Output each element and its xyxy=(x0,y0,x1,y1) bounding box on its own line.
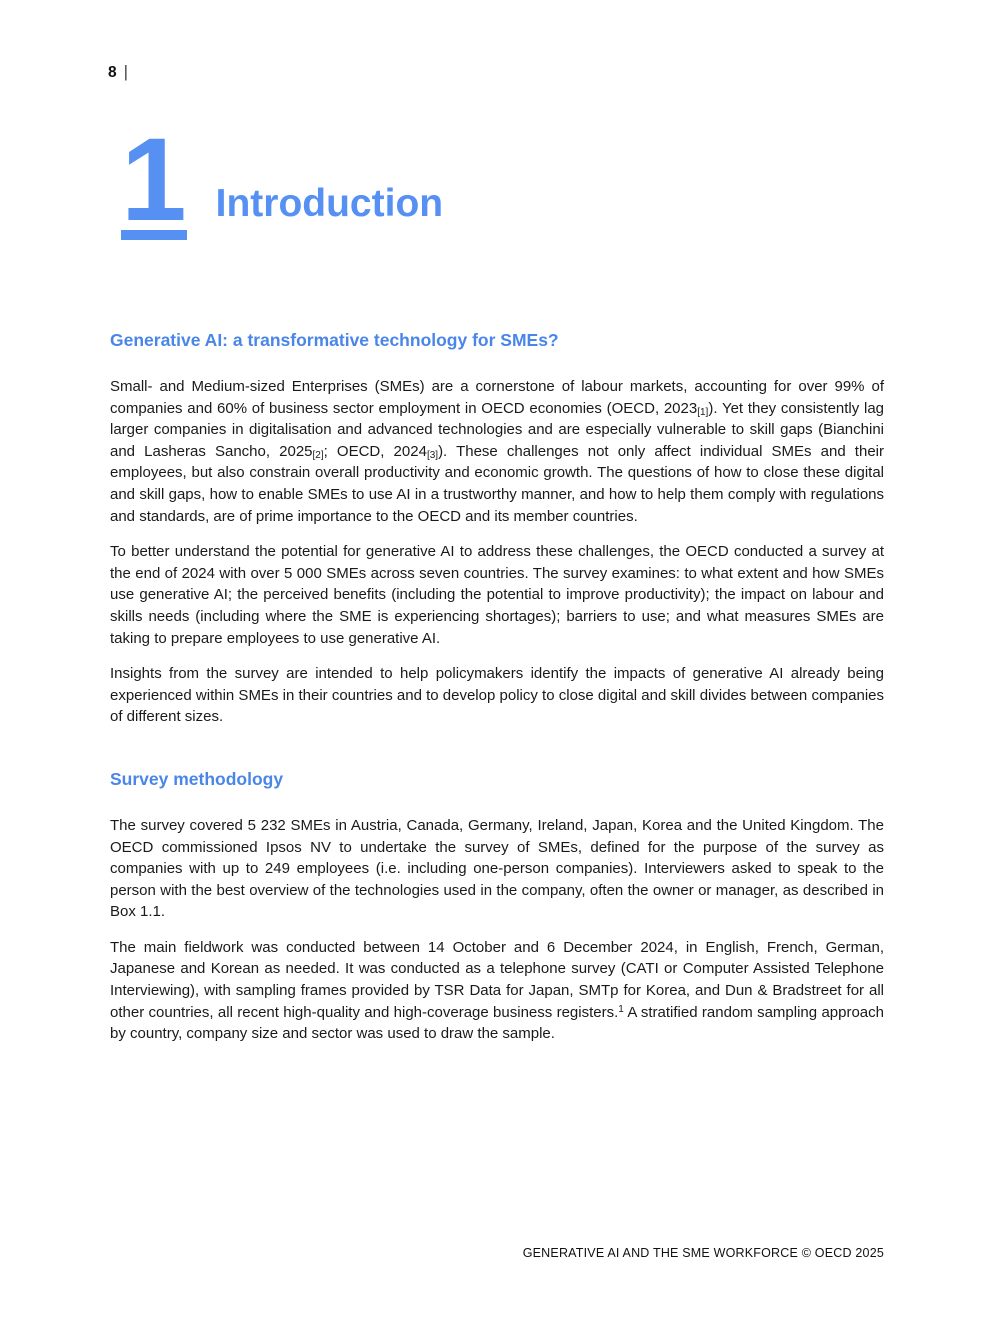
sections xyxy=(110,330,884,1059)
footer-text: GENERATIVE AI AND THE SME WORKFORCE © OECD 2025 xyxy=(522,1246,884,1260)
footer xyxy=(523,1246,884,1260)
chapter-number: 1 xyxy=(121,114,187,246)
page-number-value: 8 xyxy=(108,64,117,81)
section-heading: Generative AI: a transformative technology for SMEs? xyxy=(110,330,559,350)
page-number xyxy=(108,62,128,82)
paragraph: To better understand the potential for generative AI to address these challenges, the OECD conducted a survey at the end of 2024 with over 5 000 SMEs across seven countries. The survey examines: to what extent and how SMEs use generative AI; the perceived benefits (including the potential to improve productivity); the impact on labour and skills needs (including where the SME is experiencing shortages); barriers to use; and what measures SMEs are taking to prepare employees to use generative AI. xyxy=(110,543,884,647)
paragraph: Insights from the survey are intended to help policymakers identify the impacts of generative AI already being experienced within SMEs in their countries and to develop policy to close digital and skill divides between companies of different sizes. xyxy=(110,665,884,726)
chapter-header xyxy=(121,114,444,246)
chapter-title: Introduction xyxy=(215,181,444,225)
section-heading: Survey methodology xyxy=(110,768,284,789)
paragraph: The survey covered 5 232 SMEs in Austria, Canada, Germany, Ireland, Japan, Korea and the United Kingdom. The OECD commissioned Ipsos NV to undertake the survey of SMEs, defined for the purpose of the survey as companies with up to 249 employees (i.e. including one-person companies). Interviewers asked to speak to the person with the best overview of the technologies used in the company, often the owner or manager, as described in Box 1.1. xyxy=(110,816,884,921)
paragraph: The main fieldwork was conducted between 14 October and 6 December 2024, in English, French, German, Japanese and Korean as needed. It was conducted as a telephone survey (CATI or Computer Assisted Telephone Interviewing), with sampling frames provided by TSR Data for Japan, SMTp for Korea, and Dun & Bradstreet for all other countries, all recent high-quality and high-coverage business registers.$^1$ A stratified random sampling approach by country, company size and sector was used to draw the sample. xyxy=(110,938,884,1043)
page-number-separator: | xyxy=(123,62,129,81)
paragraph: Small- and Medium-sized Enterprises (SMEs) are a cornerstone of labour markets, accounting for over 99% of companies and 60% of business sector employment in OECD economies (OECD, $2023_{[1]}$). Yet they consistently lag larger companies in digitalisation and advanced technologies and are especially vulnerable to skill gaps (Bianchini and Lasheras Sancho, $2025_{[2]}$; OECD, $2024_{[3]}$). These challenges not only affect individual SMEs and their employees, but also constrain overall productivity and economic growth. The questions of how to close these digital and skill gaps, how to enable SMEs to use AI in a trustworthy manner, and how to help them comply with regulations and standards, are of prime importance to the OECD and its member countries. xyxy=(110,378,884,525)
